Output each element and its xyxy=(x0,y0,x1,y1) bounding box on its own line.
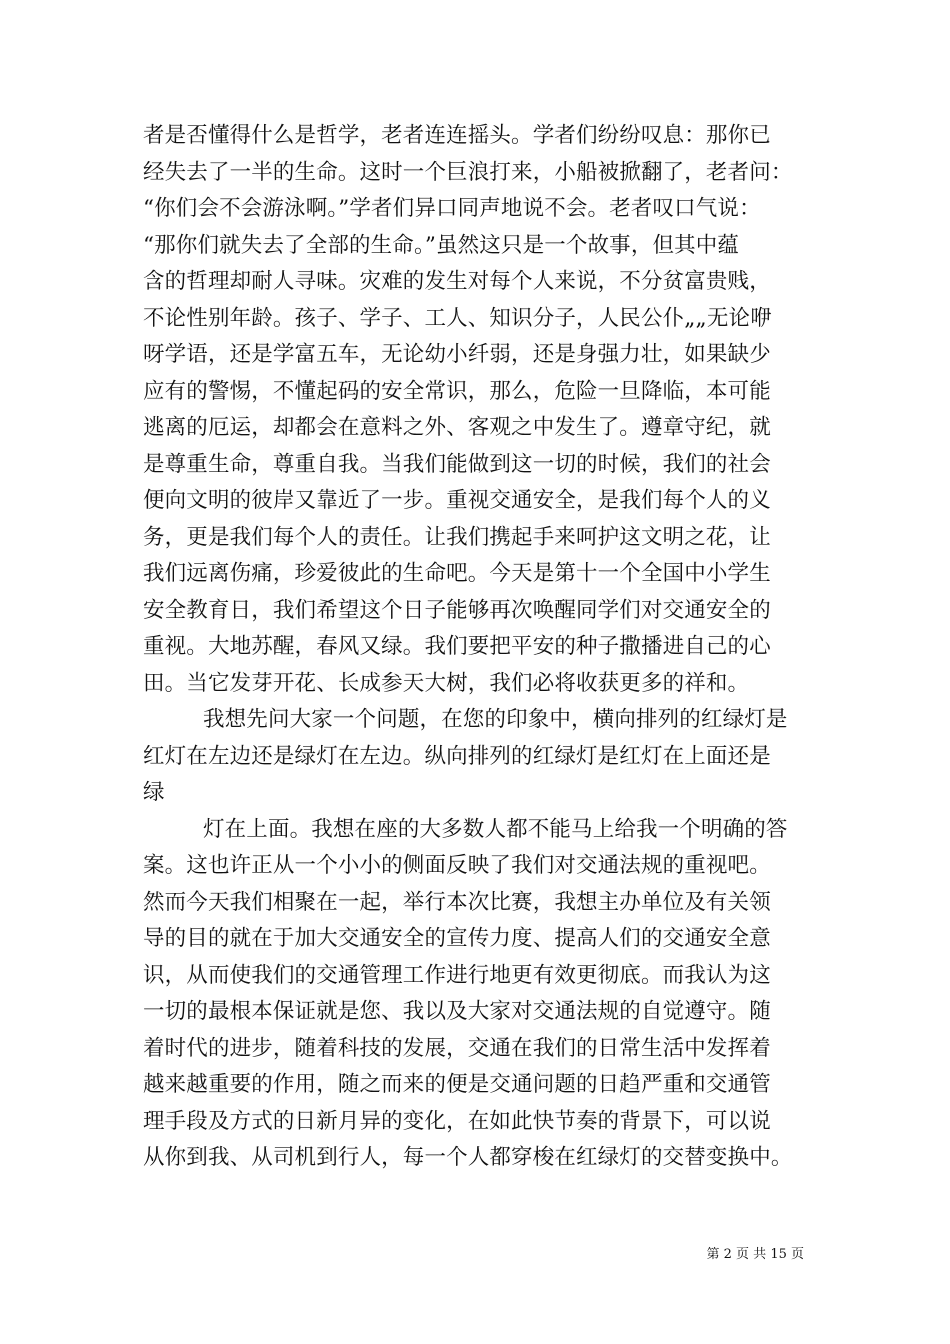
text-line: 理手段及方式的日新月异的变化，在如此快节奏的背景下，可以说 xyxy=(143,1108,771,1134)
text-line: 案。这也许正从一个小小的侧面反映了我们对交通法规的重视吧。 xyxy=(143,853,771,878)
text-line: 越来越重要的作用，随之而来的便是交通问题的日趋严重和交通管 xyxy=(143,1072,771,1097)
text-line: 我们远离伤痛，珍爱彼此的生命吧。今天是第十一个全国中小学生 xyxy=(143,561,771,586)
text-line: 安全教育日，我们希望这个日子能够再次唤醒同学们对交通安全的 xyxy=(143,597,771,623)
text-line: 绿 xyxy=(143,780,165,805)
paragraph-start-line: 灯在上面。我想在座的大多数人都不能马上给我一个明确的答 xyxy=(203,816,788,842)
text-line: “你们会不会游泳啊。”学者们异口同声地说不会。老者叹口气说： xyxy=(143,196,761,221)
text-line: 含的哲理却耐人寻味。灾难的发生对每个人来说，不分贫富贵贱， xyxy=(143,269,771,294)
text-line: 导的目的就在于加大交通安全的宣传力度、提高人们的交通安全意 xyxy=(143,926,771,951)
text-line: 便向文明的彼岸又靠近了一步。重视交通安全，是我们每个人的义 xyxy=(143,488,771,513)
text-line: 重视。大地苏醒，春风又绿。我们要把平安的种子撒播进自己的心 xyxy=(143,634,771,659)
body-text xyxy=(143,118,823,1177)
text-line: 应有的警惕，不懂起码的安全常识，那么，危险一旦降临，本可能 xyxy=(143,378,771,404)
text-line: 红灯在左边还是绿灯在左边。纵向排列的红绿灯是红灯在上面还是 xyxy=(143,743,771,769)
text-line: 一切的最根本保证就是您、我以及大家对交通法规的自觉遵守。随 xyxy=(143,999,771,1024)
text-line: 务，更是我们每个人的责任。让我们携起手来呵护这文明之花，让 xyxy=(143,524,771,550)
text-line: “那你们就失去了全部的生命。”虽然这只是一个故事，但其中蕴 xyxy=(143,232,740,258)
text-line: 经失去了一半的生命。这时一个巨浪打来，小船被掀翻了，老者问： xyxy=(143,159,793,185)
text-line: 是尊重生命，尊重自我。当我们能做到这一切的时候，我们的社会 xyxy=(143,451,771,477)
text-line: 从你到我、从司机到行人，每一个人都穿梭在红绿灯的交替变换中。 xyxy=(143,1145,793,1170)
text-line: 不论性别年龄。孩子、学子、工人、知识分子，人民公仆„„无论咿 xyxy=(143,305,772,331)
text-line: 者是否懂得什么是哲学，老者连连摇头。学者们纷纷叹息：那你已 xyxy=(143,123,771,148)
text-line: 逃离的厄运，却都会在意料之外、客观之中发生了。遵章守纪，就 xyxy=(143,415,771,440)
paragraph-start-line: 我想先问大家一个问题，在您的印象中，横向排列的红绿灯是 xyxy=(203,707,788,732)
text-line: 识，从而使我们的交通管理工作进行地更有效更彻底。而我认为这 xyxy=(143,962,771,988)
text-line: 呀学语，还是学富五车，无论幼小纤弱，还是身强力壮，如果缺少 xyxy=(143,342,771,367)
text-line: 着时代的进步，随着科技的发展，交通在我们的日常生活中发挥着 xyxy=(143,1035,771,1061)
text-line: 田。当它发芽开花、长成参天大树，我们必将收获更多的祥和。 xyxy=(143,670,750,696)
page-number-footer: 第 2 页 共 15 页 xyxy=(706,1247,804,1262)
text-line: 然而今天我们相聚在一起，举行本次比赛，我想主办单位及有关领 xyxy=(143,889,771,915)
